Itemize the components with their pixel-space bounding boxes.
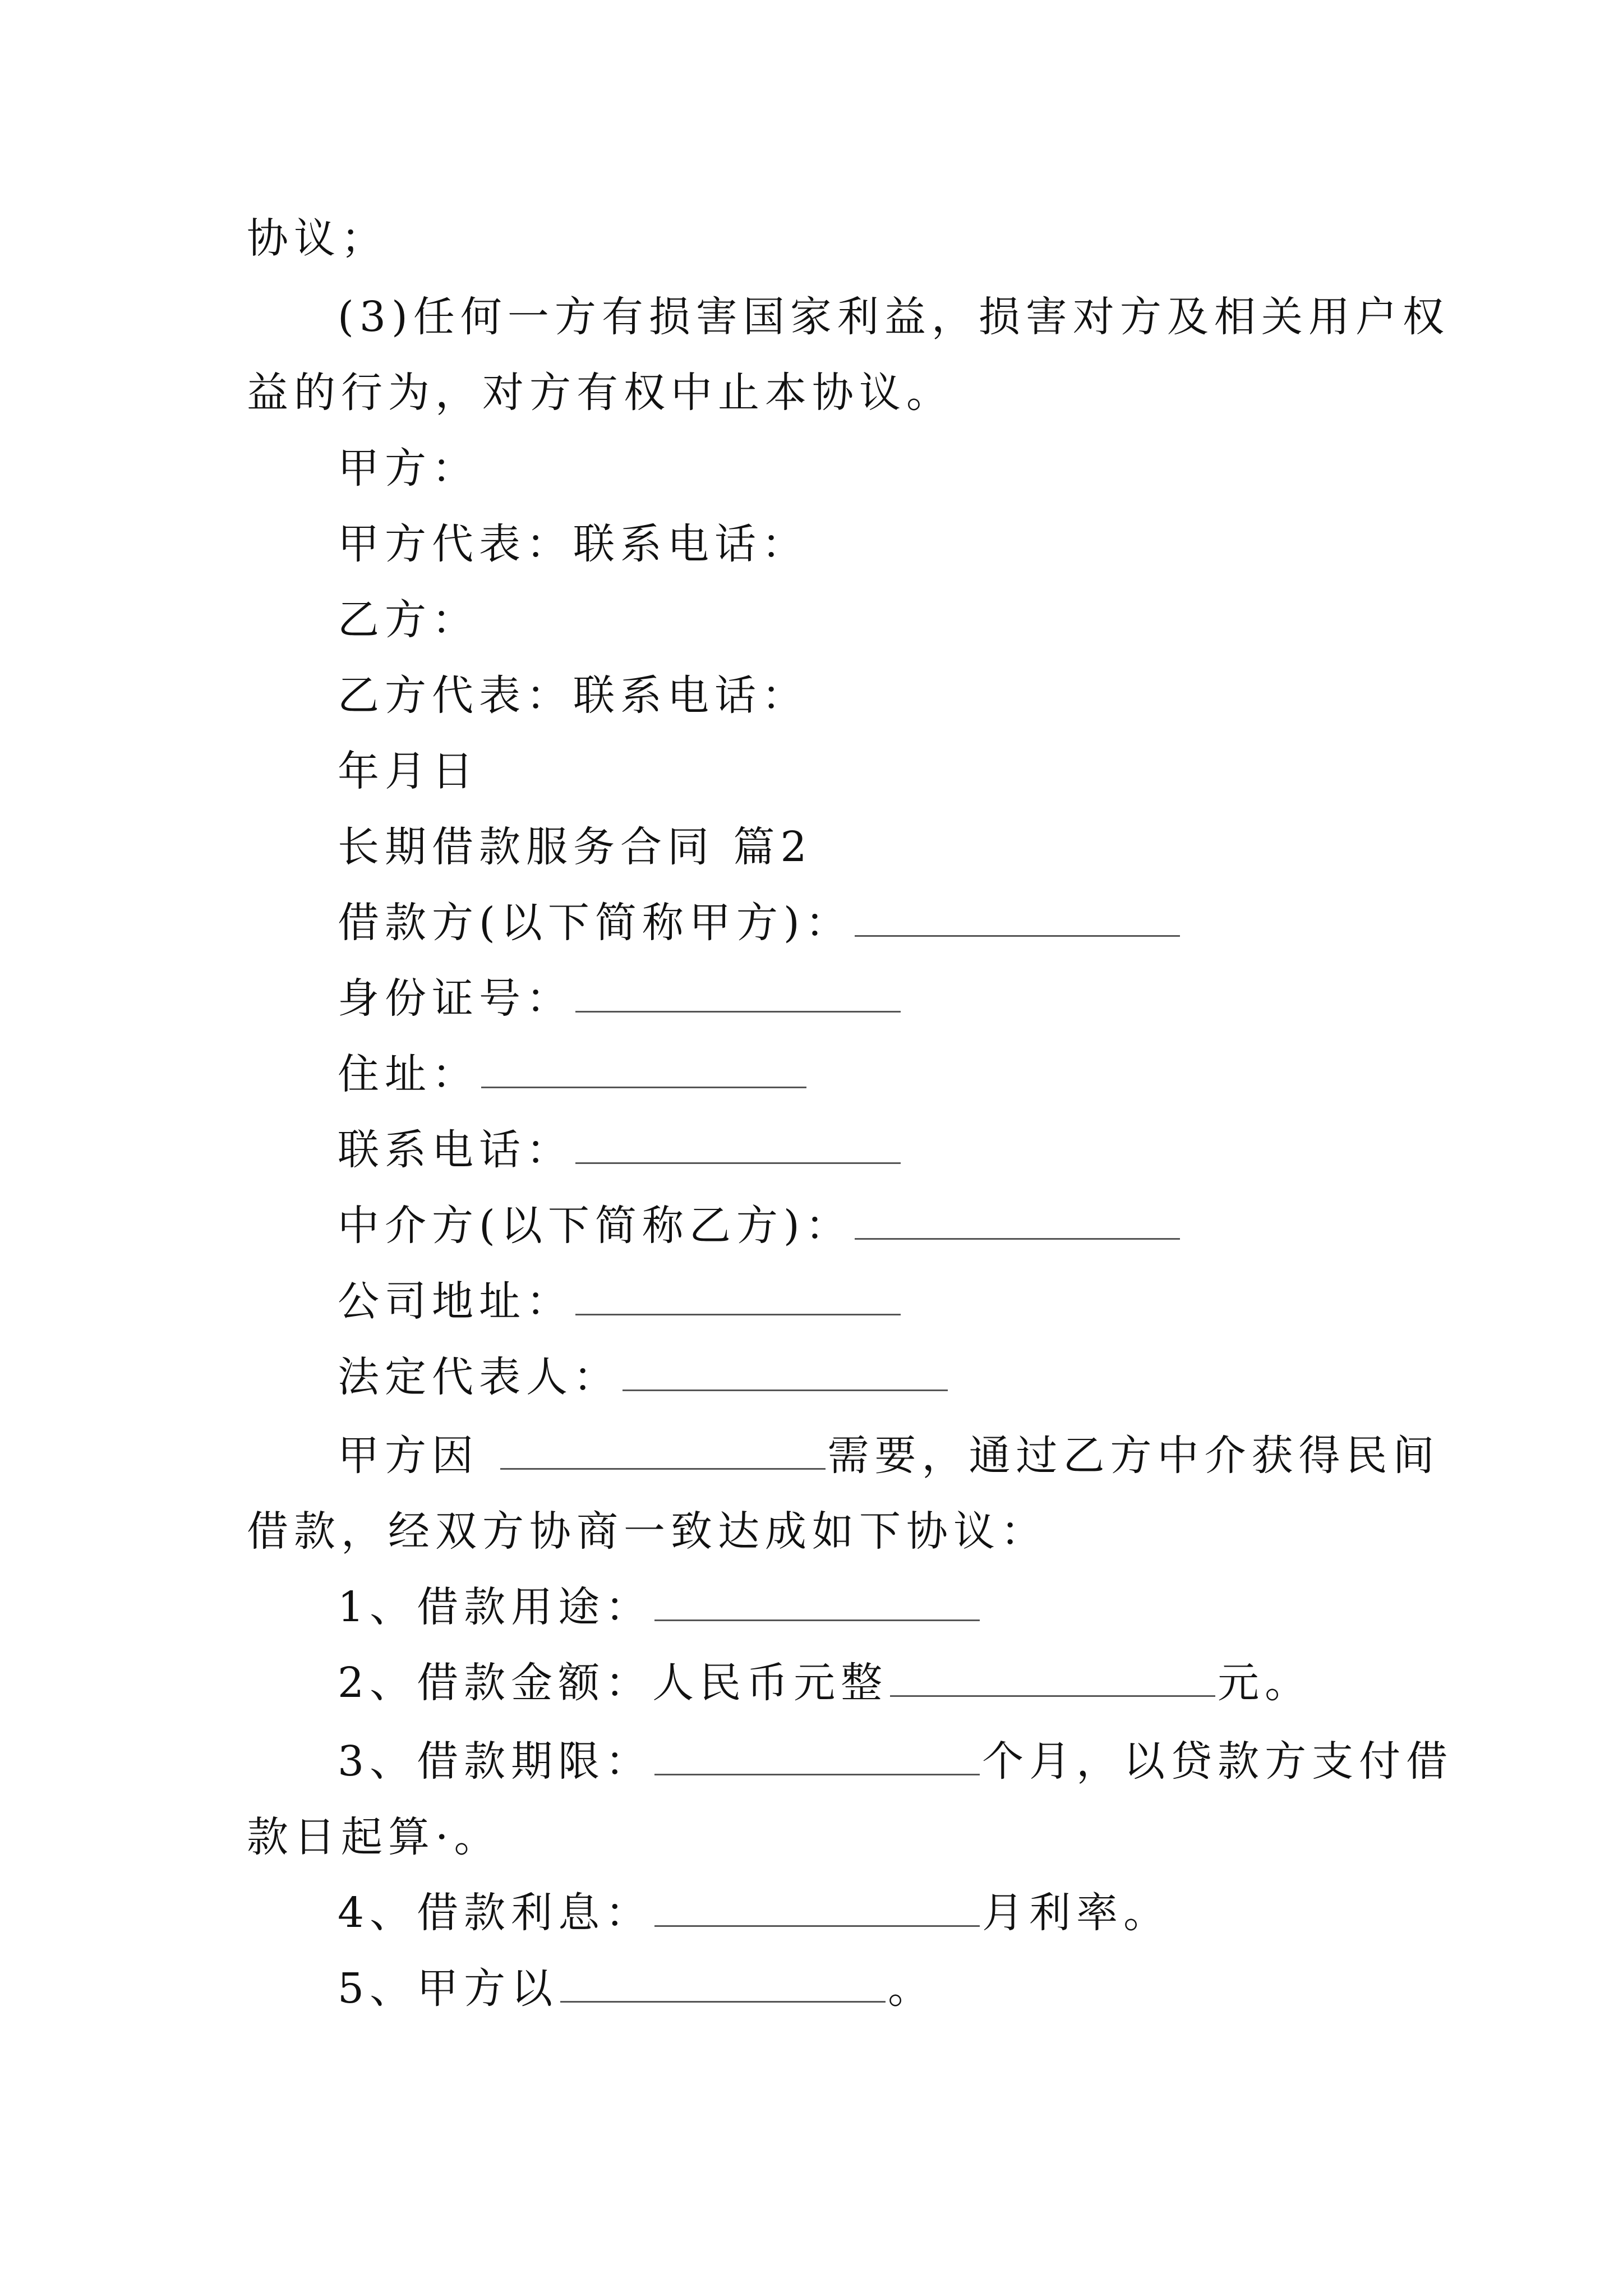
label: 4、借款利息： (338, 1889, 653, 1937)
text: 。 (888, 1964, 935, 2013)
text: 乙方代表：联系电话： (338, 671, 809, 720)
text: 元。 (1218, 1659, 1312, 1707)
label: 1、借款用途： (338, 1583, 653, 1631)
text-line (338, 438, 479, 499)
blank-field (623, 1350, 948, 1391)
label: 法定代表人： (338, 1353, 620, 1401)
label: 身份证号： (338, 974, 573, 1023)
label: 住址： (338, 1050, 479, 1098)
blank-field (654, 1886, 980, 1927)
text: 益的行为，对方有权中止本协议。 (247, 369, 953, 417)
blank-field (654, 1580, 980, 1621)
text-line (247, 1806, 501, 1868)
text-line (338, 665, 809, 726)
form-line (338, 1271, 903, 1332)
blank-field (575, 1274, 901, 1315)
blank-field (575, 972, 901, 1013)
text-line (338, 589, 479, 651)
text: 个月，以贷款方支付借 (982, 1737, 1454, 1786)
form-line (338, 1576, 982, 1638)
section-heading (338, 816, 813, 878)
form-line (338, 968, 903, 1029)
form-line (338, 1882, 1170, 1944)
text-line (247, 1501, 1048, 1562)
blank-field (500, 1429, 826, 1470)
form-line (338, 892, 1182, 954)
text: 乙方： (338, 596, 479, 644)
text: 甲方： (338, 444, 479, 493)
text-line (338, 740, 479, 802)
label: 联系电话： (338, 1126, 573, 1174)
label: 2、借款金额：人民币元整 (338, 1659, 888, 1707)
text: 需要，通过乙方中介获得民间 (827, 1432, 1440, 1480)
form-line (338, 1195, 1182, 1257)
blank-field (855, 1199, 1180, 1240)
blank-field (560, 1962, 886, 2003)
label: 5、甲方以 (338, 1964, 559, 2013)
form-line (338, 1119, 903, 1181)
form-line (338, 1425, 1440, 1487)
form-line (338, 1652, 1312, 1714)
text: 甲方因 (338, 1432, 498, 1480)
text: 年月日 (338, 747, 479, 795)
text-line (338, 513, 809, 575)
form-line (338, 1731, 1453, 1792)
text: 款日起算·。 (247, 1813, 501, 1861)
text-line (338, 286, 1450, 348)
text: 甲方代表：联系电话： (338, 520, 809, 568)
text: 协议； (247, 214, 388, 263)
blank-field (855, 896, 1180, 937)
text: (3)任何一方有损害国家利益，损害对方及相关用户权 (338, 293, 1450, 341)
blank-field (654, 1734, 980, 1775)
blank-field (890, 1656, 1215, 1697)
form-line (338, 1346, 950, 1408)
text-line (247, 362, 953, 424)
text: 长期借款服务合同 篇2 (338, 823, 813, 871)
blank-field (575, 1123, 901, 1164)
text: 借款，经双方协商一致达成如下协议： (247, 1507, 1048, 1556)
label: 中介方(以下简称乙方)： (338, 1202, 852, 1250)
form-line (338, 1958, 935, 2019)
label: 借款方(以下简称甲方)： (338, 899, 852, 947)
label: 3、借款期限： (338, 1737, 653, 1786)
blank-field (481, 1047, 806, 1088)
form-line (338, 1043, 809, 1105)
text-line (247, 208, 388, 269)
text: 月利率。 (982, 1889, 1171, 1937)
label: 公司地址： (338, 1277, 573, 1326)
